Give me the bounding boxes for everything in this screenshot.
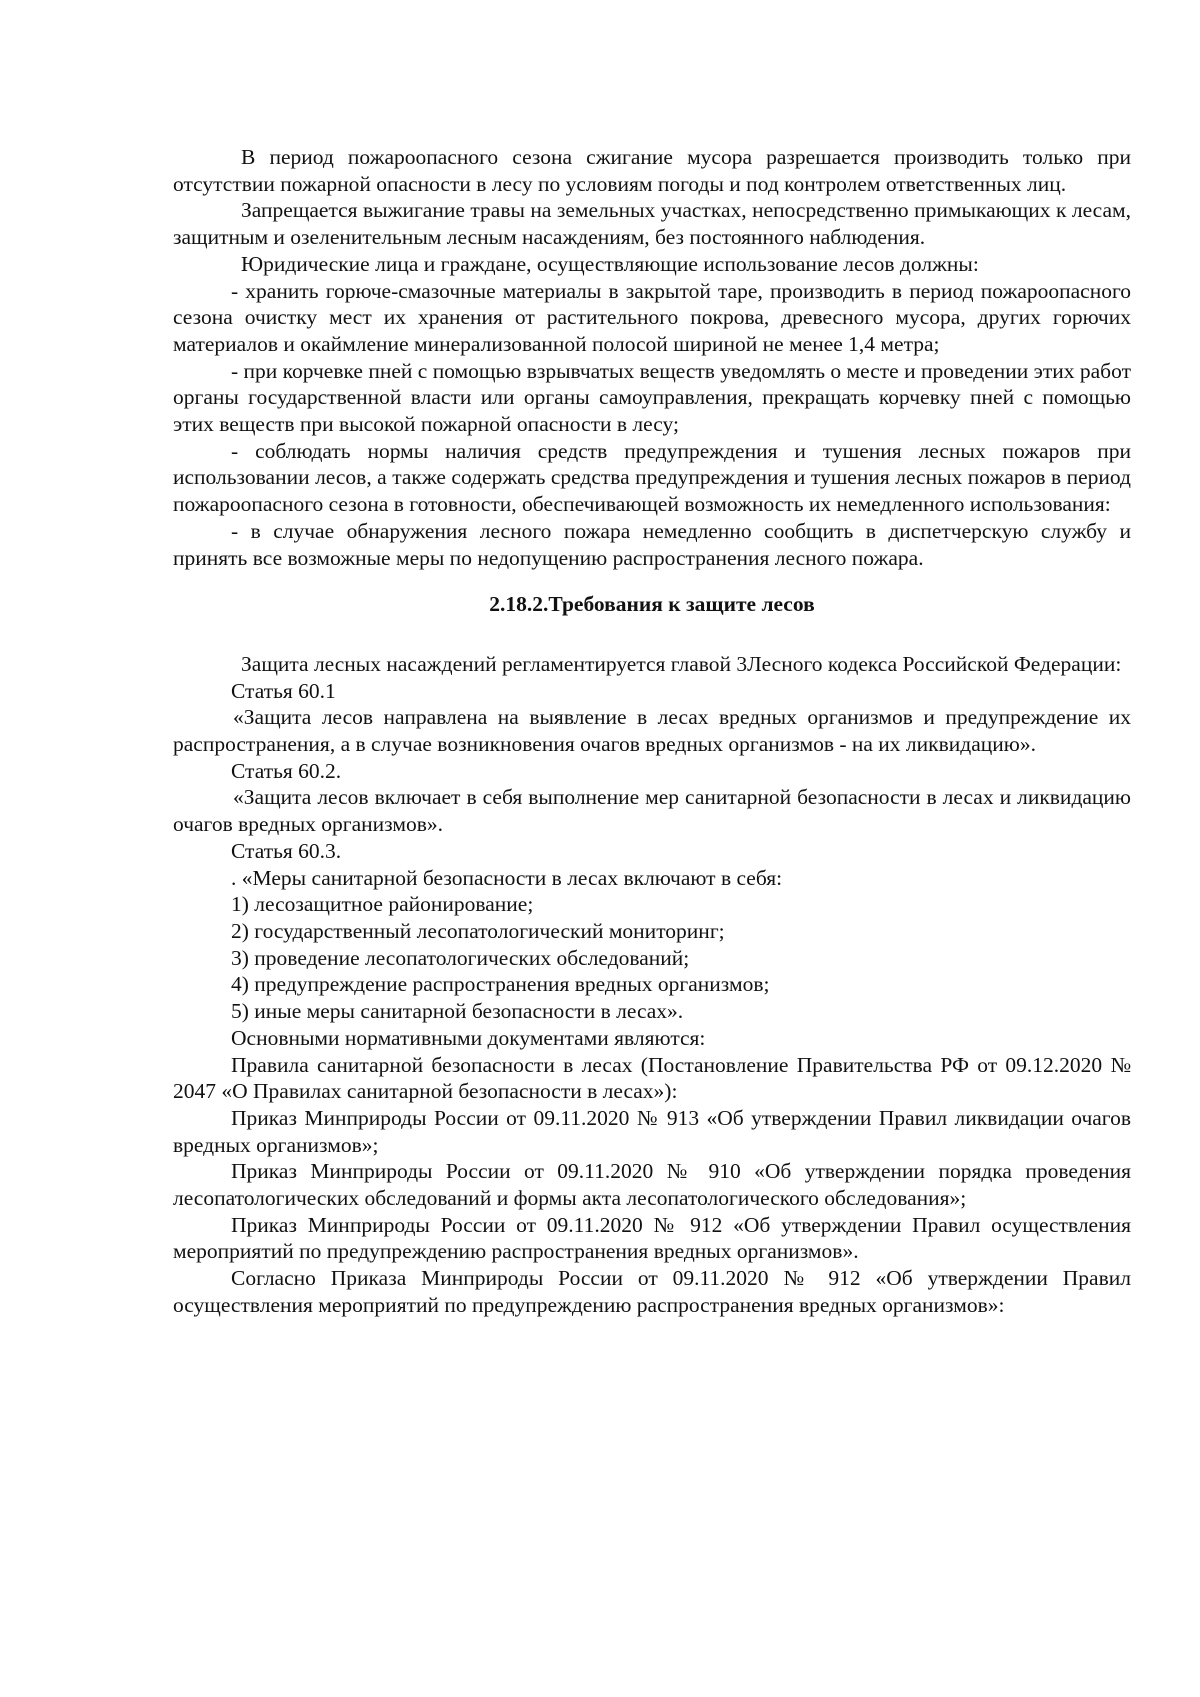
document-item: Согласно Приказа Минприроды России от 09.11.2020 № 912 «Об утверждении Правил осуществления мероприятий по предупреждению распространения вредных организмов»: bbox=[173, 1266, 1131, 1317]
documents-lead: Основными нормативными документами являются: bbox=[231, 1025, 706, 1050]
document-item: Правила санитарной безопасности в лесах (Постановление Правительства РФ от 09.12.2020 № 2047 «О Правилах санитарной безопасности в лесах»): bbox=[173, 1052, 1131, 1104]
document-item: Приказ Минприроды России от 09.11.2020 № 910 «Об утверждении порядка проведения лесопатологических обследований и формы акта лесопатологического обследования»; bbox=[173, 1159, 1131, 1211]
measure-item: 2) государственный лесопатологический мониторинг; bbox=[231, 918, 725, 943]
article-label: Статья 60.1 bbox=[231, 678, 336, 703]
obligation-item: - при корчевке пней с помощью взрывчатых веществ уведомлять о месте и проведении этих работ органы государственной власти или органы самоуправления, прекращать корчевку пней с помощью этих веществ при высокой пожарной опасности в лесу; bbox=[173, 358, 1131, 437]
measure-item: 5) иные меры санитарной безопасности в лесах». bbox=[231, 999, 684, 1024]
article-text: «Защита лесов направлена на выявление в лесах вредных организмов и предупреждение их распространения, а в случае возникновения очагов вредных организмов - на их ликвидацию». bbox=[173, 705, 1131, 757]
obligation-item: - в случае обнаружения лесного пожара немедленно сообщить в диспетчерскую службу и принять все возможные меры по недопущению распространения лесного пожара. bbox=[173, 518, 1131, 570]
document-item: Приказ Минприроды России от 09.11.2020 № 913 «Об утверждении Правил ликвидации очагов вредных организмов»; bbox=[173, 1105, 1131, 1157]
paragraph-obligations-lead: Юридические лица и граждане, осуществляющие использование лесов должны: bbox=[241, 251, 979, 276]
section-heading: 2.18.2.Требования к защите лесов bbox=[489, 592, 815, 617]
document-item: Приказ Минприроды России от 09.11.2020 № 912 «Об утверждении Правил осуществления мероприятий по предупреждению распространения вредных организмов». bbox=[173, 1212, 1131, 1264]
article-lead: . «Меры санитарной безопасности в лесах включают в себя: bbox=[231, 865, 783, 890]
article-label: Статья 60.2. bbox=[231, 758, 342, 783]
paragraph-burning-season: В период пожароопасного сезона сжигание мусора разрешается производить только при отсутствии пожарной опасности в лесу по условиям погоды и под контролем ответственных лиц. bbox=[173, 145, 1131, 196]
paragraph-forest-code-intro: Защита лесных насаждений регламентируется главой 3Лесного кодекса Российской Федерации: bbox=[241, 651, 1122, 676]
paragraph-grass-burning: Запрещается выжигание травы на земельных участках, непосредственно примыкающих к лесам, защитным и озеленительным лесным насаждениям, без постоянного наблюдения. bbox=[173, 198, 1131, 250]
measure-item: 1) лесозащитное районирование; bbox=[231, 892, 534, 917]
document-body bbox=[173, 144, 1131, 1319]
obligation-item: - хранить горюче-смазочные материалы в закрытой таре, производить в период пожароопасного сезона очистку мест их хранения от растительного покрова, древесного мусора, других горючих материалов и окаймление минерализованной полосой шириной не менее 1,4 метра; bbox=[173, 278, 1131, 356]
obligation-item: - соблюдать нормы наличия средств предупреждения и тушения лесных пожаров при использовании лесов, а также содержать средства предупреждения и тушения лесных пожаров в период пожароопасного сезона в готовности, обеспечивающей возможность их немедленного использования: bbox=[173, 438, 1131, 517]
measure-item: 3) проведение лесопатологических обследований; bbox=[231, 945, 690, 970]
article-text: «Защита лесов включает в себя выполнение мер санитарной безопасности в лесах и ликвидацию очагов вредных организмов». bbox=[173, 785, 1131, 837]
measure-item: 4) предупреждение распространения вредных организмов; bbox=[231, 972, 770, 997]
article-label: Статья 60.3. bbox=[231, 838, 342, 863]
